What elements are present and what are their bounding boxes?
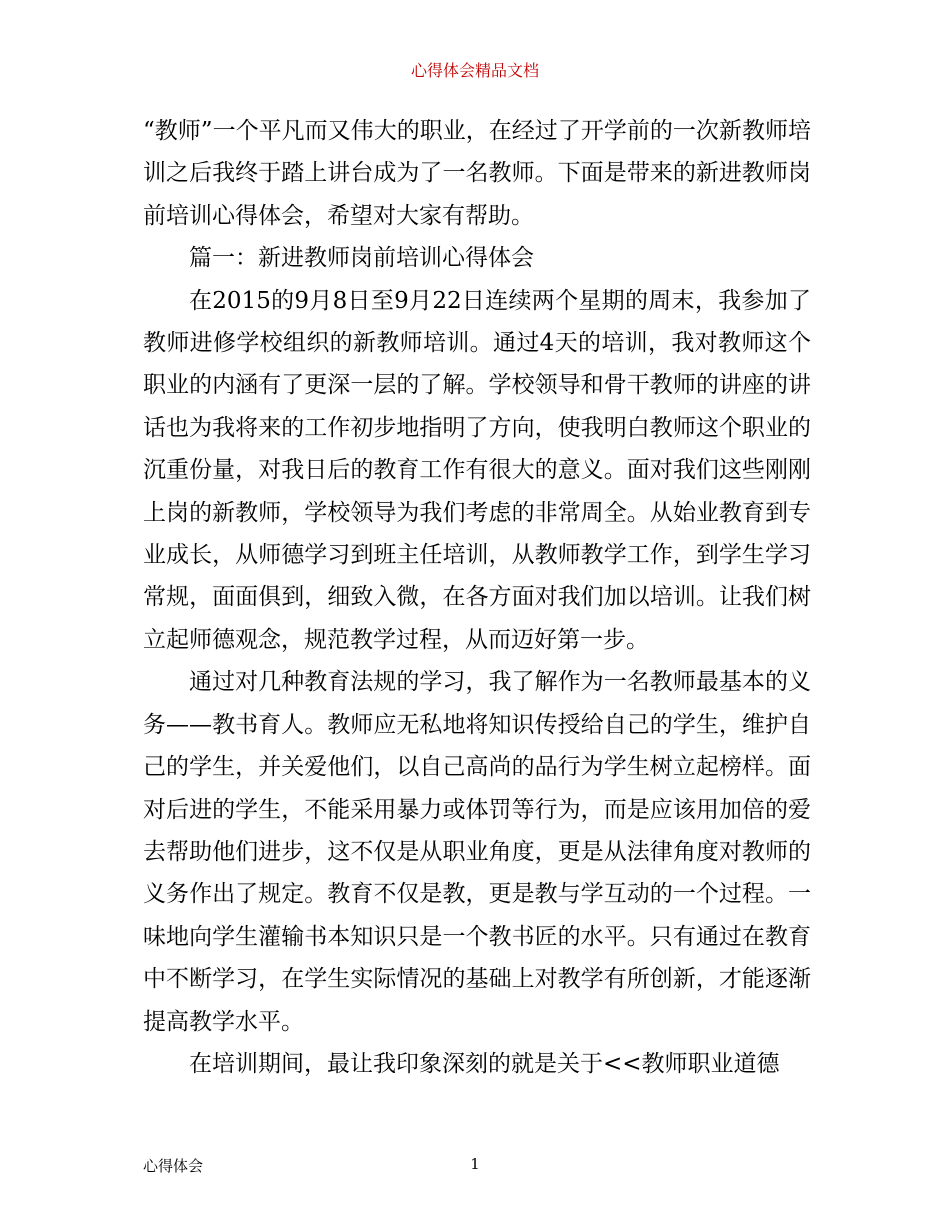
body-paragraph: 通过对几种教育法规的学习，我了解作为一名教师最基本的义务——教书育人。教师应无私地将知识传授给自己的学生，维护自己的学生，并关爱他们，以自己高尚的品行为学生树立起榜样。面对后进的学生，不能采用暴力或体罚等行为，而是应该用加倍的爱去帮助他们进步，这不仅是从职业角度，更是从法律角度对教师的义务作出了规定。教育不仅是教，更是教与学互动的一个过程。一味地向学生灌输书本知识只是一个教书匠的水平。只有通过在教育中不断学习，在学生实际情况的基础上对教学有所创新，才能逐渐提高教学水平。 <box>143 669 811 1035</box>
body-paragraph: 在2015的9月8日至9月22日连续两个星期的周末，我参加了教师进修学校组织的新教师培训。通过4天的培训，我对教师这个职业的内涵有了更深一层的了解。学校领导和骨干教师的讲座的讲话也为我将来的工作初步地指明了方向，使我明白教师这个职业的沉重份量，对我日后的教育工作有很大的意义。面对我们这些刚刚上岗的新教师，学校领导为我们考虑的非常周全。从始业教育到专业成长，从师德学习到班主任培训，从教师教学工作，到学生学习常规，面面俱到，细致入微，在各方面对我们加以培训。让我们树立起师德观念，规范教学过程，从而迈好第一步。 <box>143 287 811 653</box>
page-header: 心得体会精品文档 <box>410 61 539 80</box>
document-body <box>143 110 811 1085</box>
footer-label: 心得体会 <box>143 1157 204 1175</box>
page-number: 1 <box>470 1155 480 1173</box>
body-paragraph: 在培训期间，最让我印象深刻的就是关于<<教师职业道德 <box>189 1050 780 1077</box>
section-heading: 篇一：新进教师岗前培训心得体会 <box>189 245 534 272</box>
intro-paragraph: “教师”一个平凡而又伟大的职业，在经过了开学前的一次新教师培训之后我终于踏上讲台成为了一名教师。下面是带来的新进教师岗前培训心得体会，希望对大家有帮助。 <box>143 118 811 229</box>
